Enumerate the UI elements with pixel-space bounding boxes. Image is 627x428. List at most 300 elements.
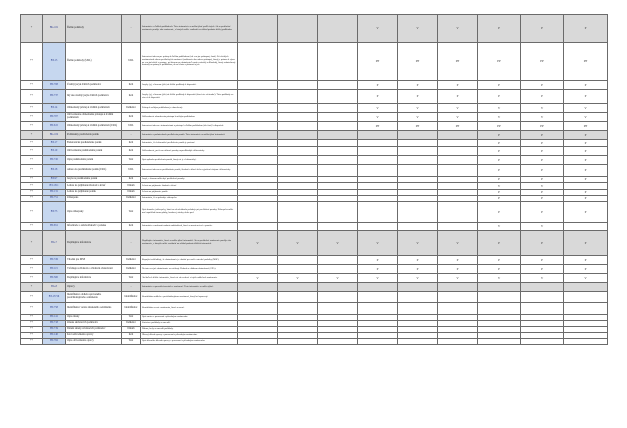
requirement-cell	[238, 156, 278, 165]
requirement-cell	[278, 90, 318, 104]
requirement-cell: V	[478, 183, 521, 190]
field-name-cell: Obmedzený prístup k ďalším podkladom (URL)	[66, 122, 122, 131]
requirement-cell	[278, 156, 318, 165]
data-type-cell: Text	[122, 274, 141, 283]
requirement-cell	[478, 339, 521, 345]
requirement-cell: P	[358, 90, 398, 104]
requirement-cell: P	[521, 147, 564, 156]
requirement-cell	[358, 223, 398, 231]
requirement-cell: PP	[398, 122, 438, 131]
field-id-cell: BT-131	[43, 190, 66, 196]
table-row	[21, 265, 608, 274]
requirement-cell	[438, 202, 478, 223]
requirement-cell	[398, 292, 438, 303]
requirement-cell: P	[398, 90, 438, 104]
requirement-cell: PP	[521, 43, 564, 81]
data-type-cell: Kód	[122, 147, 141, 156]
requirement-cell: P	[564, 140, 608, 147]
description-cell: Jazyky (y), v ktorom (ých) sú ďalšie podklady k dispozícii.	[141, 81, 238, 90]
field-id-cell: BT-708	[43, 81, 66, 90]
requirement-cell: V	[478, 274, 521, 283]
requirement-cell	[278, 81, 318, 90]
requirement-cell	[358, 303, 398, 315]
requirement-cell	[358, 147, 398, 156]
requirement-cell: V	[278, 231, 318, 256]
requirement-cell	[238, 15, 278, 43]
field-id-cell: BT-762	[43, 339, 66, 345]
field-name-cell: Vhodné pre MSP	[66, 256, 122, 265]
field-name-cell: Dátum zmeny súvisiacich podkladov	[66, 327, 122, 333]
level-cell: ++	[21, 81, 43, 90]
requirement-cell	[318, 156, 358, 165]
description-cell: Súvisiace podklady sa zmenili.	[141, 321, 238, 327]
field-id-cell: BT-13716	[43, 292, 66, 303]
table-row	[21, 223, 608, 231]
description-cell: Informácie, či elektronické predloženie ponúk je povinné.	[141, 140, 238, 147]
requirement-cell: P	[564, 256, 608, 265]
data-type-cell: Kód	[122, 223, 141, 231]
requirement-cell	[318, 104, 358, 113]
requirement-cell	[398, 303, 438, 315]
level-cell: +	[21, 15, 43, 43]
requirement-cell	[278, 131, 318, 140]
requirement-cell: PP	[358, 122, 398, 131]
table-row	[21, 283, 608, 292]
requirement-cell: V	[278, 274, 318, 283]
requirement-cell: P	[438, 81, 478, 90]
requirement-cell	[398, 156, 438, 165]
requirement-cell	[438, 165, 478, 177]
requirement-cell: P	[478, 156, 521, 165]
table-row	[21, 122, 608, 131]
requirement-cell: P	[478, 265, 521, 274]
requirement-cell: P	[564, 196, 608, 202]
description-cell: Na toto verejné obstarávanie sa vzťahuje Dohoda o vládnom obstarávaní (GPA).	[141, 265, 238, 274]
description-cell: Odôvodnenie obmedzenia prístupu k určitým podkladom.	[141, 113, 238, 122]
description-cell: Informácie o možnosti zadania subdodávok, ktoré sa musia uviesť v ponuke.	[141, 223, 238, 231]
description-cell: Lehota na prijímanie žiadostí o účasť.	[141, 183, 238, 190]
table-row	[21, 140, 608, 147]
level-cell: ++	[21, 156, 43, 165]
field-name-cell: Jazyk na predkladanie ponúk	[66, 177, 122, 183]
requirement-cell: P	[478, 140, 521, 147]
requirement-cell	[438, 140, 478, 147]
requirement-cell	[278, 147, 318, 156]
data-type-cell: Indikátor	[122, 321, 141, 327]
field-name-cell: Elektronické predkladanie ponúk	[66, 140, 122, 147]
requirement-cell	[438, 131, 478, 140]
field-id-cell: BG-102	[43, 131, 66, 140]
data-type-cell: Kód	[122, 81, 141, 90]
requirement-cell: PP	[521, 122, 564, 131]
requirement-cell	[278, 122, 318, 131]
field-id-cell: BT-97	[43, 177, 66, 183]
level-cell: ++	[21, 43, 43, 81]
data-type-cell: Text	[122, 202, 141, 223]
requirement-cell	[318, 165, 358, 177]
requirement-cell	[238, 81, 278, 90]
requirement-cell	[238, 183, 278, 190]
requirement-cell: P	[358, 256, 398, 265]
table-row	[21, 256, 608, 265]
field-name-cell: Opravy	[66, 283, 122, 292]
requirement-cell: PP	[564, 122, 608, 131]
requirement-cell: P	[478, 202, 521, 223]
level-cell: ++	[21, 90, 43, 104]
requirement-cell	[438, 183, 478, 190]
data-type-cell: Indikátor	[122, 196, 141, 202]
requirement-cell	[438, 156, 478, 165]
requirement-cell: P	[478, 256, 521, 265]
data-type-cell: Identifikátor	[122, 292, 141, 303]
requirement-cell	[238, 339, 278, 345]
requirement-cell	[398, 183, 438, 190]
level-cell: ++	[21, 327, 43, 333]
requirement-cell: V	[398, 274, 438, 283]
requirement-cell: P	[398, 81, 438, 90]
requirement-cell	[521, 303, 564, 315]
data-type-cell: Indikátor	[122, 256, 141, 265]
requirement-cell: PP	[564, 43, 608, 81]
requirement-cell	[358, 140, 398, 147]
requirement-cell	[318, 265, 358, 274]
requirement-cell	[238, 43, 278, 81]
requirement-cell: V	[438, 274, 478, 283]
field-id-cell: BT-19	[43, 147, 66, 156]
requirement-cell	[238, 140, 278, 147]
field-name-cell: Doplňujúce informácie	[66, 231, 122, 256]
requirement-cell: V	[398, 113, 438, 122]
requirement-cell	[358, 165, 398, 177]
requirement-cell: P	[521, 196, 564, 202]
requirement-cell	[238, 104, 278, 113]
data-type-cell: -	[122, 131, 141, 140]
table-row	[21, 113, 608, 122]
field-id-cell: BT-751	[43, 196, 66, 202]
requirement-cell	[318, 140, 358, 147]
table-row	[21, 90, 608, 104]
requirement-cell	[278, 15, 318, 43]
requirement-cell: P	[398, 265, 438, 274]
requirement-cell	[478, 292, 521, 303]
field-name-cell: Odôvodnenie obmedzenia prístupu k ďalším podkladom	[66, 113, 122, 122]
requirement-cell: PP	[438, 43, 478, 81]
description-cell: Jazyk, v ktorom môžu byť predložené ponuky.	[141, 177, 238, 183]
requirement-cell: P	[521, 156, 564, 165]
requirement-cell	[358, 183, 398, 190]
field-id-cell: BT-18	[43, 165, 66, 177]
requirement-cell	[358, 156, 398, 165]
requirement-cell	[521, 283, 564, 292]
level-cell: ++	[21, 177, 43, 183]
requirement-cell	[398, 202, 438, 223]
requirement-cell: P	[478, 147, 521, 156]
field-name-cell: Vzťahuje sa Dohoda o vládnom obstarávaní	[66, 265, 122, 274]
requirement-cell	[318, 283, 358, 292]
level-cell: ++	[21, 333, 43, 339]
field-name-cell: Opis predkladania ponúk	[66, 156, 122, 165]
requirement-cell: V	[564, 113, 608, 122]
level-cell: ++	[21, 147, 43, 156]
requirement-cell	[318, 81, 358, 90]
requirement-cell: V	[521, 104, 564, 113]
level-cell: ++	[21, 339, 43, 345]
data-type-cell: Dátum	[122, 183, 141, 190]
description-cell: Informácie o ďalších podkladoch. Tieto informácie sa môžu týkať podľa iných. Ak sa predbežné oznámenie použije ako oznámenie, v ktorých môže vzniknúť na základ podania ďalšej podkladov.	[141, 15, 238, 43]
requirement-cell: V	[478, 113, 521, 122]
requirement-cell	[398, 283, 438, 292]
requirement-cell	[358, 339, 398, 345]
table-row	[21, 231, 608, 256]
data-type-cell: Text	[122, 339, 141, 345]
requirement-cell	[564, 183, 608, 190]
requirement-cell	[438, 283, 478, 292]
level-cell: +	[21, 231, 43, 256]
requirement-cell: V	[478, 104, 521, 113]
requirement-cell	[398, 140, 438, 147]
requirement-cell: PP	[438, 122, 478, 131]
description-cell: Informácie o podmienkach predloženia ponúk. Tieto informácie sa môžu týkať informácií.	[141, 131, 238, 140]
field-id-cell: BT-737	[43, 90, 66, 104]
requirement-cell	[318, 131, 358, 140]
requirement-cell: V	[438, 104, 478, 113]
requirement-cell	[238, 165, 278, 177]
requirement-cell	[521, 292, 564, 303]
requirement-cell: P	[438, 256, 478, 265]
requirement-cell: P	[564, 177, 608, 183]
level-cell: ++	[21, 113, 43, 122]
requirement-cell: V	[318, 231, 358, 256]
requirement-cell: P	[478, 15, 521, 43]
requirement-cell: P	[478, 90, 521, 104]
requirement-cell: V	[564, 274, 608, 283]
table-row	[21, 303, 608, 315]
requirement-cell	[278, 183, 318, 190]
field-name-cell: Identifikátor oddielu opraveného predchádzajúceho oznámenia	[66, 292, 122, 303]
data-type-cell: Indikátor	[122, 104, 141, 113]
description-cell: Identifikátor verzie oznámenia, ktoré sa mení.	[141, 303, 238, 315]
table-row	[21, 15, 608, 43]
data-type-cell: -	[122, 15, 141, 43]
requirement-cell	[278, 140, 318, 147]
requirement-cell: P	[521, 256, 564, 265]
field-name-cell: Lehota na prijímanie žiadostí o účasť	[66, 183, 122, 190]
requirement-cell: V	[358, 15, 398, 43]
requirement-cell: P	[438, 90, 478, 104]
field-id-cell: BT-115	[43, 265, 66, 274]
requirement-cell: V	[358, 231, 398, 256]
data-type-cell: -	[122, 283, 141, 292]
requirement-cell: PP	[478, 43, 521, 81]
description-cell: Jazyky (y), v ktorom (ých) sú ďalšie podklady k dispozícii (ktoré nie sú úradné). Tieto podklady vo viac sú k dispozícii.	[141, 90, 238, 104]
requirement-cell: P	[478, 165, 521, 177]
table-body	[21, 15, 608, 345]
requirement-cell: P	[521, 131, 564, 140]
requirement-cell: V	[478, 223, 521, 231]
requirement-cell	[278, 113, 318, 122]
field-name-cell: Odôvodnenie predkladania ponúk	[66, 147, 122, 156]
requirement-cell: P	[478, 196, 521, 202]
requirement-cell	[398, 165, 438, 177]
description-cell: Informácia, či sa požaduje zábezpeka.	[141, 196, 238, 202]
requirement-cell: V	[318, 274, 358, 283]
field-id-cell: BT-15	[43, 43, 66, 81]
description-cell: Doplňujúce informácie, ktoré sa môžu týkať informácií. Ak sa predbežné oznámenie použije ako oznámenie, v ktorých môže vzniknúť na základ podania ďalších informácií.	[141, 231, 238, 256]
field-name-cell: Kód odôvodnenia opravy	[66, 333, 122, 339]
requirement-cell: V	[438, 15, 478, 43]
requirement-cell	[438, 292, 478, 303]
level-cell: ++	[21, 303, 43, 315]
requirement-cell: P	[521, 265, 564, 274]
description-cell: Hlavný dôvod opravy v porovnaní s pôvodným oznámením.	[141, 333, 238, 339]
requirement-cell	[238, 90, 278, 104]
table-row	[21, 104, 608, 113]
requirement-cell	[521, 339, 564, 345]
requirement-cell: V	[398, 231, 438, 256]
requirement-cell	[278, 303, 318, 315]
requirement-cell: P	[564, 202, 608, 223]
field-name-cell: Iný ako úradný jazyk ďalších podkladov	[66, 90, 122, 104]
field-id-cell: BT-141	[43, 315, 66, 321]
requirement-cell	[398, 147, 438, 156]
data-type-cell: Identifikátor	[122, 303, 141, 315]
requirement-cell	[478, 283, 521, 292]
requirement-cell: V	[358, 104, 398, 113]
requirement-cell: P	[478, 231, 521, 256]
requirement-cell	[238, 303, 278, 315]
field-name-cell: Doplňujúce informácie	[66, 274, 122, 283]
requirement-cell	[278, 283, 318, 292]
field-id-cell: BT-718	[43, 321, 66, 327]
field-id-cell: BT-726	[43, 256, 66, 265]
requirement-cell: P	[478, 177, 521, 183]
requirement-cell: V	[521, 183, 564, 190]
requirement-cell	[238, 202, 278, 223]
requirement-cell	[278, 43, 318, 81]
requirement-cell	[238, 223, 278, 231]
requirement-cell	[238, 131, 278, 140]
field-name-cell: Zmena súvisiacich podkladov	[66, 321, 122, 327]
requirement-cell	[278, 265, 318, 274]
field-id-cell: BG-8	[43, 283, 66, 292]
requirement-cell: P	[521, 140, 564, 147]
field-name-cell: Lehota na prijímanie ponúk	[66, 190, 122, 196]
field-name-cell: Opis zmeny	[66, 315, 122, 321]
requirement-cell: P	[564, 81, 608, 90]
requirement-cell: P	[564, 231, 608, 256]
requirement-cell	[318, 15, 358, 43]
requirement-cell	[238, 113, 278, 122]
requirement-cell	[564, 292, 608, 303]
requirement-cell	[564, 303, 608, 315]
requirement-cell: P	[521, 90, 564, 104]
requirement-cell: V	[398, 15, 438, 43]
table-row	[21, 165, 608, 177]
requirement-cell: P	[564, 131, 608, 140]
table-row	[21, 339, 608, 345]
description-cell: Dátum, kedy sa zmenili podklady.	[141, 327, 238, 333]
requirement-cell: V	[358, 274, 398, 283]
requirement-cell	[318, 90, 358, 104]
requirement-cell: P	[521, 165, 564, 177]
requirement-cell	[278, 202, 318, 223]
field-id-cell: BT-300	[43, 274, 66, 283]
requirement-cell: V	[238, 231, 278, 256]
requirement-cell	[238, 283, 278, 292]
requirement-cell: V	[521, 113, 564, 122]
requirement-cell	[358, 283, 398, 292]
level-cell: ++	[21, 196, 43, 202]
level-cell: ++	[21, 140, 43, 147]
requirement-cell	[398, 223, 438, 231]
description-cell: Opis hlavného dôvodu opravy v porovnaní s pôvodným oznámením.	[141, 339, 238, 345]
data-type-cell: Indikátor	[122, 265, 141, 274]
field-id-cell: BT-745	[43, 156, 66, 165]
field-name-cell: Úradný jazyk ďalších podkladov	[66, 81, 122, 90]
level-cell: ++	[21, 292, 43, 303]
level-cell: ++	[21, 315, 43, 321]
field-name-cell: Podmienky predloženia ponúk	[66, 131, 122, 140]
data-type-cell: URL	[122, 43, 141, 81]
requirement-cell	[318, 303, 358, 315]
field-id-cell: BT-707	[43, 113, 66, 122]
requirement-cell: V	[564, 104, 608, 113]
requirement-cell	[318, 223, 358, 231]
field-id-cell: BT-14	[43, 104, 66, 113]
table-row	[21, 43, 608, 81]
requirement-cell	[564, 339, 608, 345]
table-row	[21, 147, 608, 156]
description-cell: Prístup k určitým podkladom je obmedzený.	[141, 104, 238, 113]
table-row	[21, 274, 608, 283]
description-cell: Kupujúci zohľadňuje, že obstarávanie je vhodné pre malé a stredné podniky (MSP).	[141, 256, 238, 265]
level-cell: ++	[21, 265, 43, 274]
level-cell: ++	[21, 122, 43, 131]
requirement-cell	[238, 292, 278, 303]
requirement-cell	[278, 165, 318, 177]
requirement-cell: P	[358, 265, 398, 274]
field-name-cell: Zábezpeka	[66, 196, 122, 202]
field-id-cell: BG-7	[43, 231, 66, 256]
table-row	[21, 292, 608, 303]
requirement-cell	[278, 339, 318, 345]
notice-fields-table	[20, 14, 608, 345]
data-type-cell: Dátum	[122, 327, 141, 333]
requirement-cell	[438, 303, 478, 315]
requirement-cell: P	[564, 156, 608, 165]
level-cell: +	[21, 131, 43, 140]
data-type-cell: Kód	[122, 90, 141, 104]
requirement-cell: P	[521, 202, 564, 223]
table-row	[21, 156, 608, 165]
level-cell: ++	[21, 104, 43, 113]
requirement-cell: P	[564, 147, 608, 156]
description-cell: Opis spôsobu predloženia ponúk, ktorý nie je elektronický.	[141, 156, 238, 165]
field-id-cell: BT-75	[43, 202, 66, 223]
description-cell: Lehota na prijímanie ponúk.	[141, 190, 238, 196]
field-id-cell: BT-140	[43, 333, 66, 339]
level-cell: ++	[21, 256, 43, 265]
data-type-cell: Dátum	[122, 190, 141, 196]
requirement-cell	[438, 339, 478, 345]
requirement-cell	[318, 183, 358, 190]
requirement-cell	[318, 256, 358, 265]
requirement-cell: P	[521, 15, 564, 43]
field-name-cell: Obmedzený prístup k ďalším podkladom	[66, 104, 122, 113]
field-name-cell: Opis odôvodnenia opravy	[66, 339, 122, 345]
field-name-cell: Informácie o subdodávkach v ponuke	[66, 223, 122, 231]
requirement-cell	[278, 256, 318, 265]
